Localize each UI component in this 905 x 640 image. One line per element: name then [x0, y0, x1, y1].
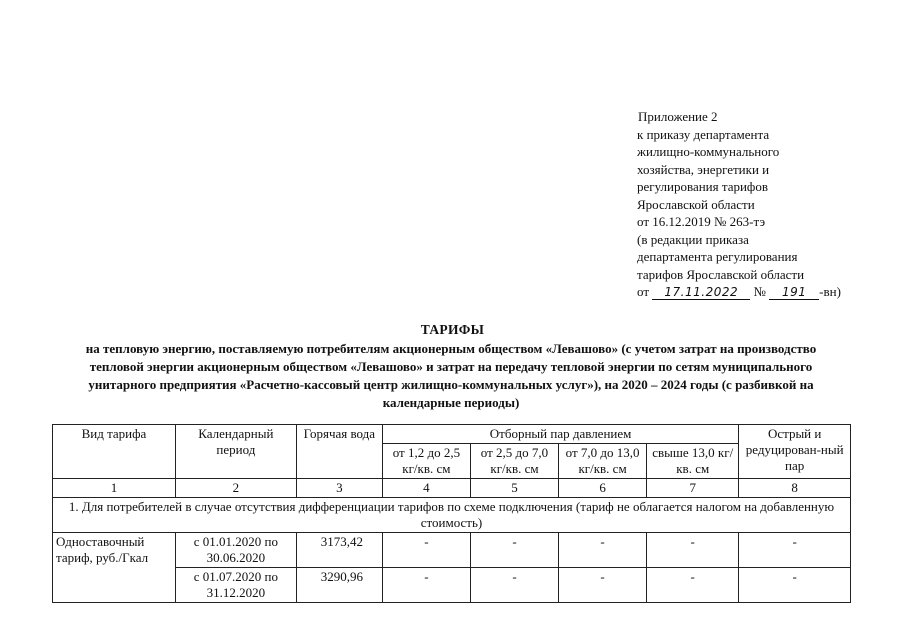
header-steam-2: от 2,5 до 7,0 кг/кв. см — [470, 444, 558, 479]
column-number: 3 — [296, 479, 382, 498]
steam-4-cell: - — [647, 533, 739, 568]
appendix-line: от 16.12.2019 № 263-тэ — [637, 214, 766, 229]
period-cell: с 01.01.2020 по 30.06.2020 — [175, 533, 296, 568]
header-sharp-steam: Острый и редуцирован-ный пар — [739, 425, 851, 479]
hot-water-cell: 3290,96 — [296, 568, 382, 603]
table-header-row — [53, 425, 851, 444]
appendix-line: Ярославской области — [637, 196, 755, 212]
column-number: 2 — [175, 479, 296, 498]
document-subtitle: на тепловую энергию, поставляемую потребителям акционерным обществом «Левашово» (с учетом затрат на производство тепловой энергии акционерным обществом «Левашово» и затрат на передачу тепловой энергии по сетям муниципального унитарного предприятия «Расчетно-кассовый центр жилищно-коммунальных услуг»), на 2020 – 2024 годы (с разбивкой на календарные периоды) — [85, 341, 817, 410]
appendix-line: регулирования тарифов — [637, 179, 768, 194]
header-steam-3: от 7,0 до 13,0 кг/кв. см — [559, 444, 647, 479]
header-steam-group: Отборный пар давлением — [382, 425, 738, 444]
header-type: Вид тарифа — [53, 425, 176, 479]
appendix-line: хозяйства, энергетики и — [637, 161, 770, 177]
column-number: 8 — [739, 479, 851, 498]
column-number: 7 — [647, 479, 739, 498]
steam-3-cell: - — [559, 568, 647, 603]
steam-3-cell: - — [559, 533, 647, 568]
handwritten-number: 191 — [769, 285, 819, 300]
column-numbers-row — [53, 479, 851, 498]
steam-2-cell: - — [470, 568, 558, 603]
sharp-steam-cell: - — [739, 568, 851, 603]
appendix-line: тарифов Ярославской области — [637, 266, 805, 282]
appendix-line: Приложение 2 — [638, 109, 718, 124]
column-number: 4 — [382, 479, 470, 498]
tariffs-table — [52, 424, 851, 603]
appendix-line: (в редакции приказа — [637, 231, 749, 247]
section-1-label: 1. Для потребителей в случае отсутствия дифференциации тарифов по схеме подключения (тариф не облагается налогом на добавленную стоимость) — [53, 498, 851, 533]
steam-1-cell: - — [382, 568, 470, 603]
sharp-steam-cell: - — [739, 533, 851, 568]
header-hot-water: Горячая вода — [296, 425, 382, 479]
appendix-line: к приказу департамента — [637, 126, 770, 142]
appendix-line: жилищно-коммунального — [637, 144, 780, 159]
appendix-last-line — [637, 283, 841, 301]
section-row — [53, 498, 851, 533]
appendix-block — [637, 108, 841, 301]
tariff-type-cell: Одноставочный тариф, руб./Гкал — [53, 533, 176, 603]
column-number: 1 — [53, 479, 176, 498]
appendix-line: департамента регулирования — [637, 249, 798, 264]
header-steam-4: свыше 13,0 кг/кв. см — [647, 444, 739, 479]
appendix-suffix: -вн) — [819, 284, 841, 299]
handwritten-date: 17.11.2022 — [652, 285, 750, 300]
hot-water-cell: 3173,42 — [296, 533, 382, 568]
steam-1-cell: - — [382, 533, 470, 568]
document-title: ТАРИФЫ — [420, 322, 485, 337]
period-cell: с 01.07.2020 по 31.12.2020 — [175, 568, 296, 603]
steam-4-cell: - — [647, 568, 739, 603]
steam-2-cell: - — [470, 533, 558, 568]
column-number: 5 — [470, 479, 558, 498]
number-sign: № — [753, 284, 766, 299]
header-steam-1: от 1,2 до 2,5 кг/кв. см — [382, 444, 470, 479]
header-period: Календарный период — [175, 425, 296, 479]
column-number: 6 — [559, 479, 647, 498]
table-row — [53, 533, 851, 568]
appendix-from-label: от — [637, 284, 650, 299]
